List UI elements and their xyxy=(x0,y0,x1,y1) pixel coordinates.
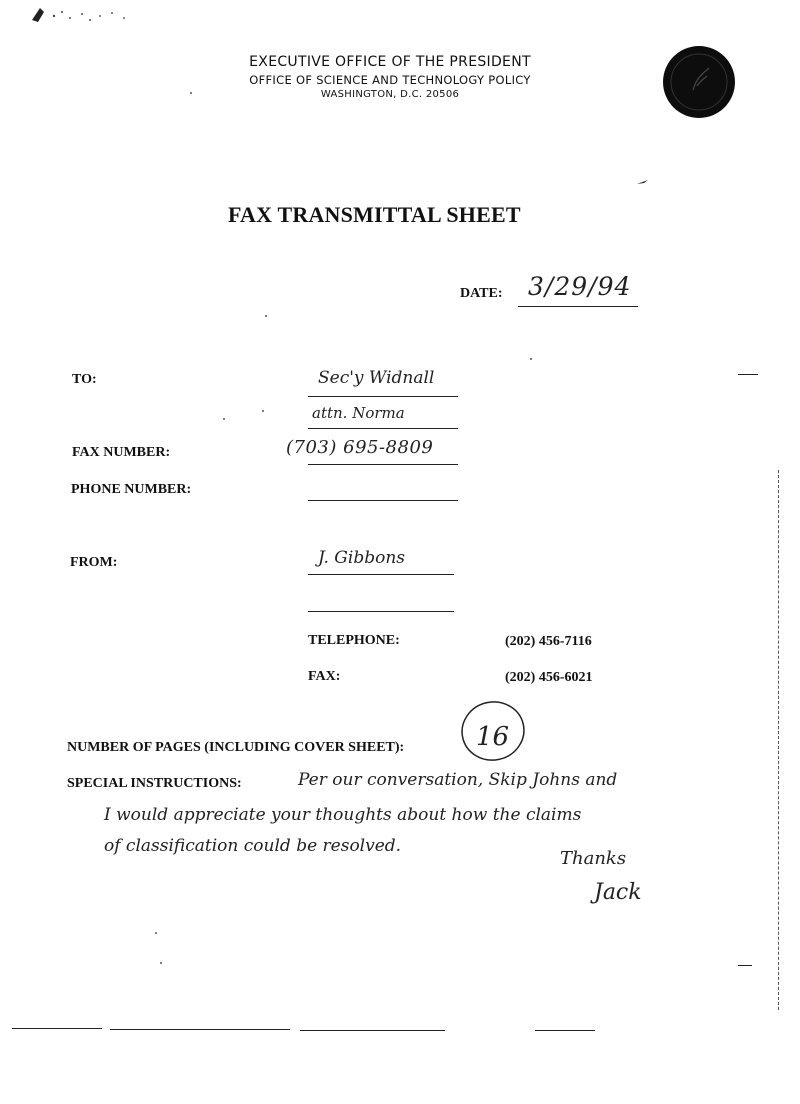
from-underline-2 xyxy=(308,611,454,612)
special-instructions-line1: Per our conversation, Skip Johns and xyxy=(298,770,618,790)
scan-speck xyxy=(530,358,532,360)
fax-number-label: FAX NUMBER: xyxy=(72,445,171,460)
fax-number-value: (703) 695-8809 xyxy=(286,437,434,458)
scan-speck xyxy=(160,962,162,964)
scan-dash xyxy=(738,965,752,966)
pages-value: 16 xyxy=(476,722,510,752)
scan-mark xyxy=(636,173,650,181)
phone-number-label: PHONE NUMBER: xyxy=(71,482,192,497)
scan-speck xyxy=(265,315,267,317)
to-label: TO: xyxy=(72,372,97,387)
scan-speck xyxy=(223,418,225,420)
bottom-scan-line xyxy=(535,1030,595,1031)
scan-speck xyxy=(190,92,192,94)
from-label: FROM: xyxy=(70,555,118,570)
fax-value: (202) 456-6021 xyxy=(505,670,593,685)
scan-edge xyxy=(778,470,779,1010)
fax-label: FAX: xyxy=(308,669,341,684)
bottom-scan-line xyxy=(12,1028,102,1029)
date-value: 3/29/94 xyxy=(528,272,632,301)
to-attention: attn. Norma xyxy=(312,404,405,422)
agency-name: EXECUTIVE OFFICE OF THE PRESIDENT xyxy=(249,54,531,70)
closing-text: Thanks xyxy=(560,848,627,869)
scan-speck xyxy=(262,410,264,412)
from-underline-1 xyxy=(308,574,454,575)
telephone-value: (202) 456-7116 xyxy=(505,634,592,649)
office-name: OFFICE OF SCIENCE AND TECHNOLOGY POLICY xyxy=(249,73,531,87)
special-instructions-label: SPECIAL INSTRUCTIONS: xyxy=(67,776,242,791)
signature: Jack xyxy=(594,880,642,905)
page-title: FAX TRANSMITTAL SHEET xyxy=(228,202,521,227)
from-value: J. Gibbons xyxy=(318,548,405,568)
to-value: Sec'y Widnall xyxy=(318,368,435,388)
phone-number-underline xyxy=(308,500,458,501)
scan-speck xyxy=(155,932,157,934)
to-underline-2 xyxy=(308,428,458,429)
seal-logo xyxy=(663,46,735,118)
bottom-scan-line xyxy=(110,1029,290,1030)
telephone-label: TELEPHONE: xyxy=(308,633,400,648)
pages-label: NUMBER OF PAGES (INCLUDING COVER SHEET): xyxy=(67,740,405,755)
date-underline xyxy=(518,306,638,307)
special-instructions-line3: of classification could be resolved. xyxy=(104,836,402,856)
to-underline-1 xyxy=(308,396,458,397)
office-address: WASHINGTON, D.C. 20506 xyxy=(320,89,460,100)
scan-artifact xyxy=(30,4,130,26)
scan-dash xyxy=(738,374,758,375)
fax-number-underline xyxy=(308,464,458,465)
bottom-scan-line xyxy=(300,1030,445,1031)
date-label: DATE: xyxy=(460,286,503,301)
special-instructions-line2: I would appreciate your thoughts about how the claims xyxy=(104,805,582,825)
